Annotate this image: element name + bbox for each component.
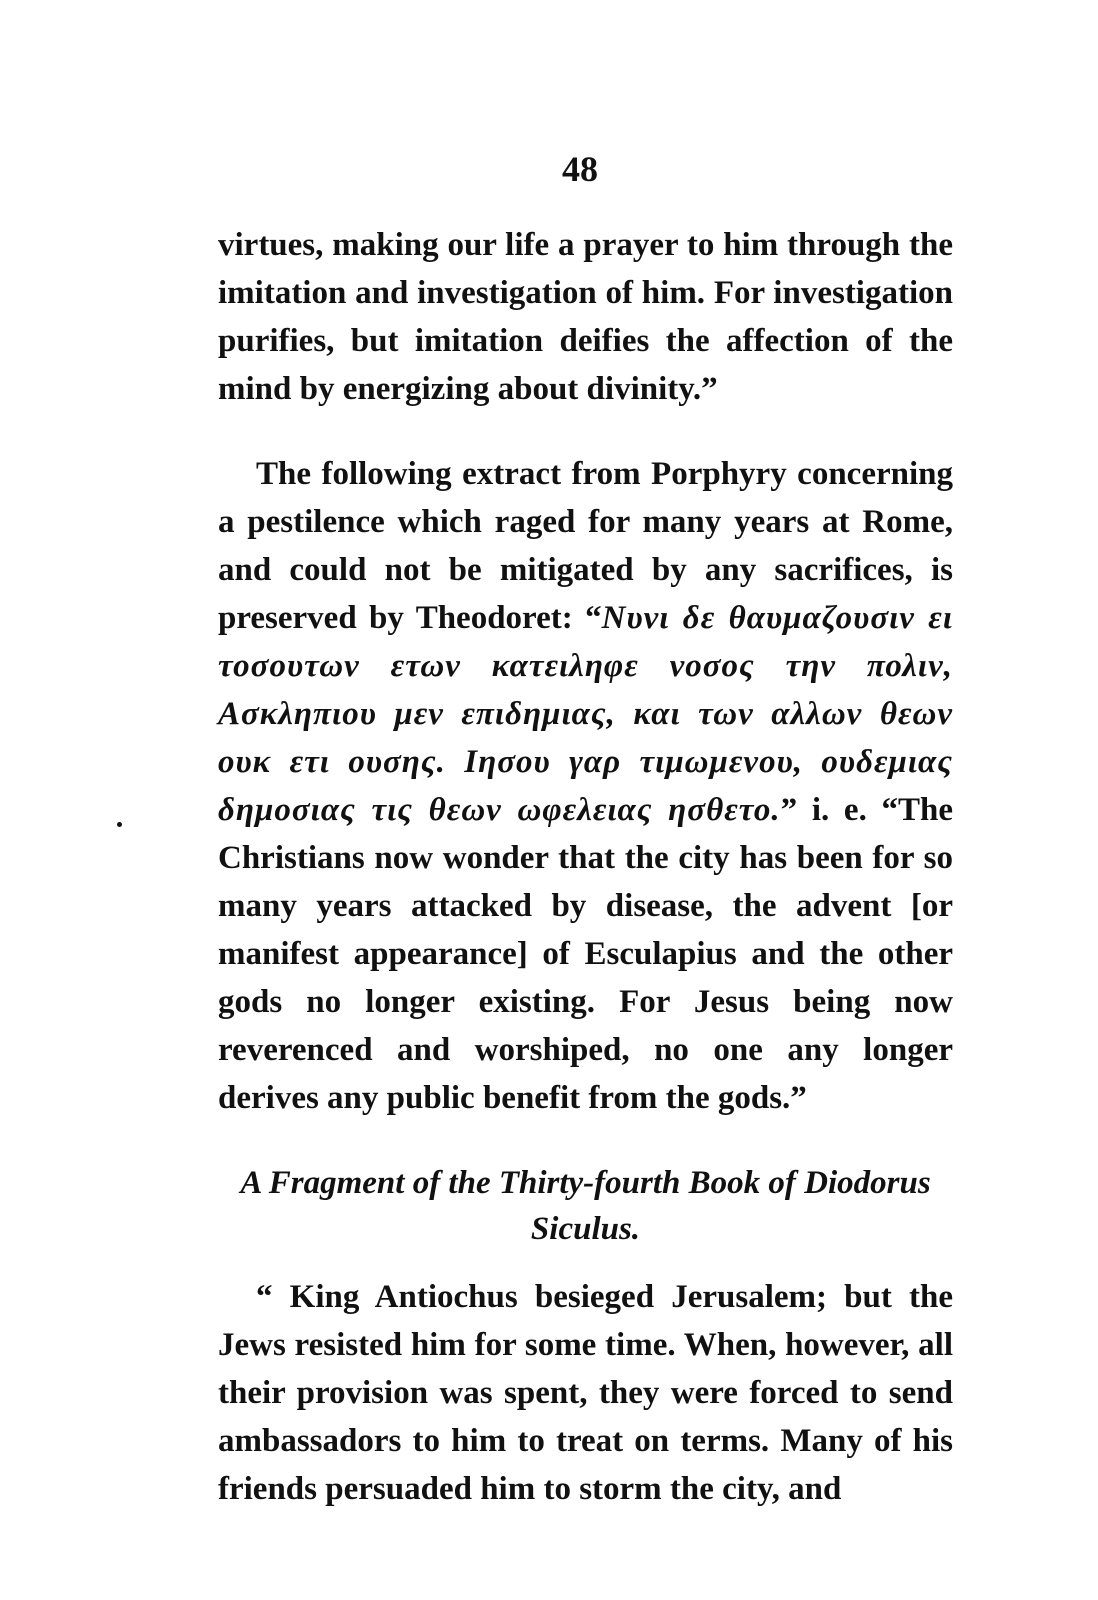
- greek-quotation: Νυνι δε θαυμαζουσιν ει τοσουτων ετων κατειληφε νοσος την πολιν, Ασκληπιου μεν επιδημιας, και των αλλων θεων ουκ ετι ουσης. Ιησου γαρ τιμωμενου, ουδεμιας δημοσιας τις θεων ωφελειας ησθετο.: [218, 600, 954, 828]
- paragraph-porphyry-extract: [218, 450, 953, 1122]
- paragraph-text: virtues, making our life a prayer to him through the imitation and investigation of him. For investigation purifies, but imitation deifies the affection of the mind by energizing about divinity.”: [218, 227, 953, 407]
- print-speck: [117, 822, 122, 827]
- section-heading: A Fragment of the Thirty-fourth Book of Diodorus Siculus.: [240, 1165, 931, 1247]
- paragraph-continuation: [218, 221, 953, 413]
- intro-text: The following extract from Porphyry concerning a pestilence which raged for many years at Rome, and could not be mitigated by any sacrifices, is preserved by Theodoret: “: [218, 456, 953, 636]
- translation-text: ” i. e. “The Christians now wonder that the city has been for so many years attacked by disease, the advent [or manifest appearance] of Esculapius and the other gods no longer existing. For Jesus being now reverenced and worshiped, no one any longer derives any public benefit from the gods.”: [218, 792, 953, 1116]
- paragraph-text: [218, 450, 953, 1122]
- page-number: 48: [562, 149, 598, 189]
- paragraph-text: “ King Antiochus besieged Jerusalem; but the Jews resisted him for some time. When, however, all their provision was spent, they were forced to send ambassadors to him to treat on terms. Many of his friends persuaded him to storm the city, and: [218, 1279, 953, 1507]
- paragraph-diodorus: [218, 1273, 953, 1513]
